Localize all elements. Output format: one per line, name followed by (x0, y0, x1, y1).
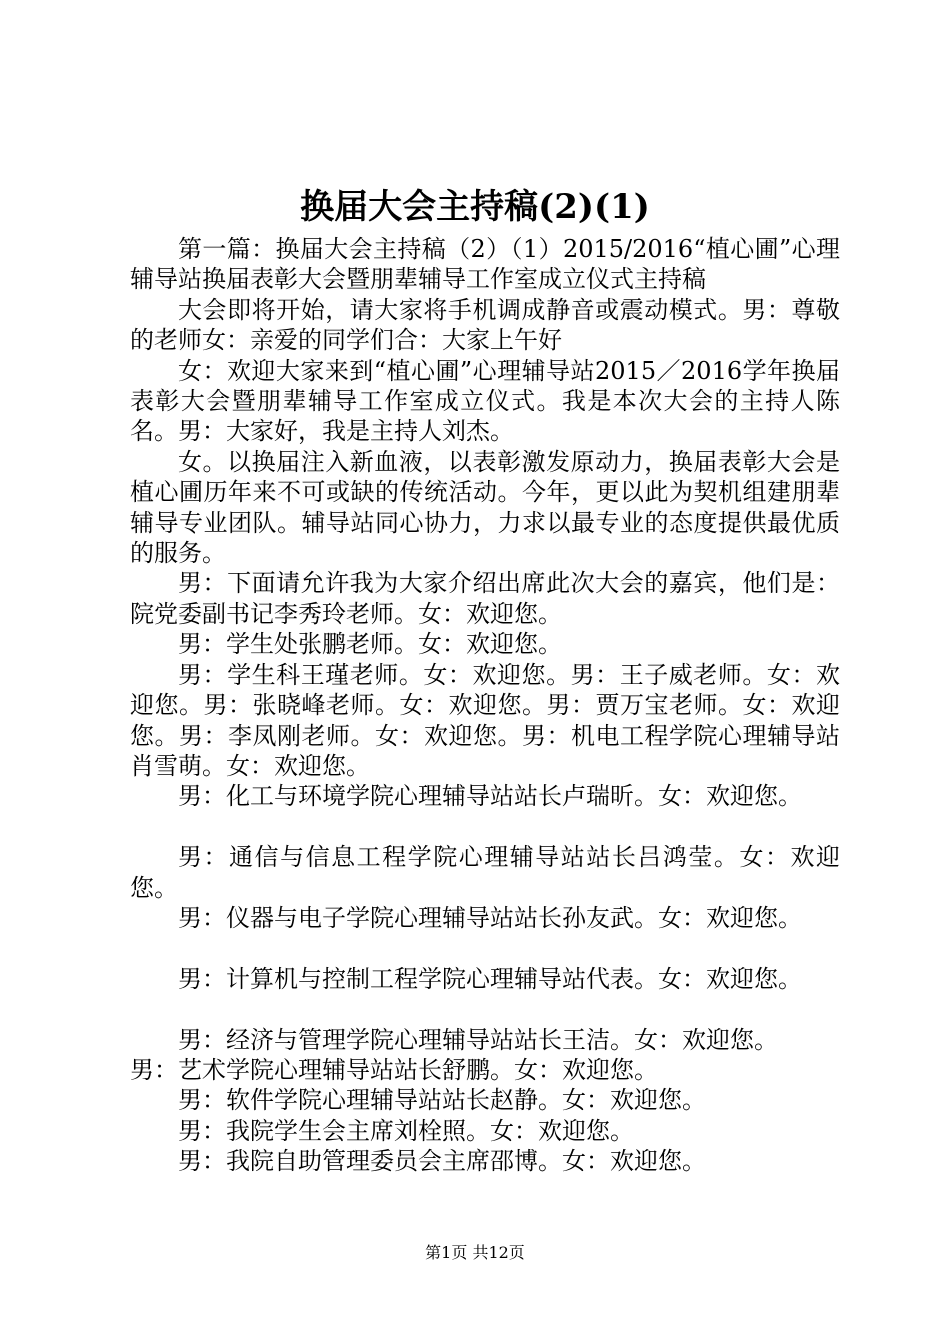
paragraph: 男：我院自助管理委员会主席邵博。女：欢迎您。 (178, 1147, 706, 1176)
blank-line (130, 933, 840, 963)
document-title: 换届大会主持稿(2)(1) (300, 187, 650, 227)
paragraph: 男：通信与信息工程学院心理辅导站站长吕鸿莹。女：欢迎您。 (130, 843, 840, 902)
paragraph: 男：我院学生会主席刘栓照。女：欢迎您。 (178, 1116, 634, 1145)
blank-line (130, 994, 840, 1024)
paragraph: 男：艺术学院心理辅导站站长舒鹏。女：欢迎您。 (130, 1055, 658, 1084)
paragraph: 第一篇：换届大会主持稿（2）（1）2015/2016“植心圃”心理辅导站换届表彰大会暨朋辈辅导工作室成立仪式主持稿 (130, 235, 840, 294)
paragraph: 大会即将开始，请大家将手机调成静音或震动模式。男：尊敬的老师女：亲爱的同学们合：大家上午好 (130, 295, 840, 355)
paragraph: 男：学生处张鹏老师。女：欢迎您。 (178, 630, 562, 659)
paragraph: 男：学生科王瑾老师。女：欢迎您。男：王子威老师。女：欢迎您。男：张晓峰老师。女：欢迎您。男：贾万宝老师。女：欢迎您。男：李凤刚老师。女：欢迎您。男：机电工程学院心理辅导站肖雪萌。女：欢迎您。 (130, 660, 840, 780)
paragraph: 男：软件学院心理辅导站站长赵静。女：欢迎您。 (178, 1086, 706, 1115)
paragraph: 女：欢迎大家来到“植心圃”心理辅导站2015／2016学年换届表彰大会暨朋辈辅导工作室成立仪式。我是本次大会的主持人陈名。男：大家好，我是主持人刘杰。 (130, 356, 840, 446)
paragraph: 男：仪器与电子学院心理辅导站站长孙友武。女：欢迎您。 (178, 903, 802, 932)
blank-line (130, 812, 840, 842)
document-body (130, 234, 840, 1177)
paragraph: 男：化工与环境学院心理辅导站站长卢瑞昕。女：欢迎您。 (178, 782, 802, 811)
paragraph: 男：计算机与控制工程学院心理辅导站代表。女：欢迎您。 (178, 964, 802, 993)
page-footer: 第1页 共12页 (425, 1243, 525, 1262)
paragraph: 女。以换届注入新血液，以表彰激发原动力，换届表彰大会是植心圃历年来不可或缺的传统活动。今年，更以此为契机组建朋辈辅导专业团队。辅导站同心协力，力求以最专业的态度提供最优质的服务。 (130, 447, 840, 568)
paragraph: 男：下面请允许我为大家介绍出席此次大会的嘉宾，他们是：院党委副书记李秀玲老师。女：欢迎您。 (130, 569, 840, 628)
paragraph: 男：经济与管理学院心理辅导站站长王洁。女：欢迎您。 (178, 1025, 778, 1054)
